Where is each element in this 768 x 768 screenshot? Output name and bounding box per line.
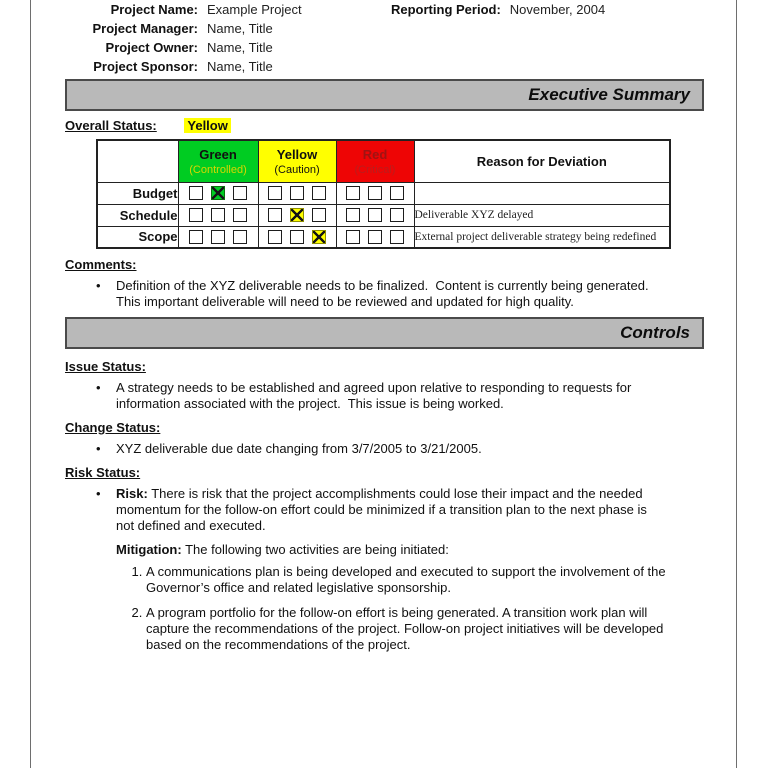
reporting-period-label: Reporting Period: [391, 2, 501, 17]
issue-status-bullet-text: • A strategy needs to be established and agreed upon relative to responding to requests for information associated with the project. This issue is being worked. [116, 380, 635, 411]
schedule-reason-cell: Deliverable XYZ delayed [414, 204, 670, 226]
status-col-yellow-label: Yellow [276, 147, 318, 163]
table-row-schedule [97, 204, 670, 226]
row-label-scope: Scope [97, 226, 178, 248]
field-label-project-name: Project Name: [110, 2, 198, 17]
checkbox-checked[interactable] [290, 208, 304, 222]
header-field-row [65, 19, 704, 38]
field-value-project-sponsor: Name, Title [207, 59, 273, 74]
checkbox-empty[interactable] [390, 208, 404, 222]
mitigation-line [116, 542, 668, 558]
field-label-project-manager: Project Manager: [92, 21, 198, 36]
comments-bullet-text: • Definition of the XYZ deliverable needs to be finalized. Content is currently being generated. This important deliverable will need to be reviewed and updated for high quality. [116, 278, 656, 309]
checkbox-empty[interactable] [189, 230, 203, 244]
budget-red-checkboxes [336, 182, 414, 204]
table-row-scope [97, 226, 670, 248]
checkbox-empty[interactable] [290, 230, 304, 244]
status-col-yellow-sublabel: (Caution) [274, 164, 320, 177]
checkbox-empty[interactable] [390, 230, 404, 244]
change-status-heading: Change Status: [65, 420, 161, 435]
field-value-project-name: Example Project [207, 2, 302, 17]
overall-status-value: Yellow [184, 118, 230, 133]
checkbox-empty[interactable] [368, 208, 382, 222]
risk-bullet-text [116, 486, 668, 534]
checkbox-empty[interactable] [368, 230, 382, 244]
mitigation-label: Mitigation: [116, 542, 182, 557]
issue-status-heading: Issue Status: [65, 359, 146, 374]
checkbox-empty[interactable] [346, 186, 360, 200]
schedule-green-checkboxes [178, 204, 258, 226]
scope-yellow-checkboxes [258, 226, 336, 248]
checkbox-empty[interactable] [189, 186, 203, 200]
comments-heading: Comments: [65, 257, 137, 272]
checkbox-empty[interactable] [189, 208, 203, 222]
checkbox-empty[interactable] [290, 186, 304, 200]
field-value-project-owner: Name, Title [207, 40, 273, 55]
checkbox-empty[interactable] [268, 230, 282, 244]
report-page [30, 0, 737, 768]
header-field-row [65, 57, 704, 76]
risk-text: There is risk that the project accomplishments could lose their impact and the needed momentum for the follow-on effort could be minimized if a transition plan to the next phase is not defined and executed. [116, 486, 651, 533]
scope-green-checkboxes [178, 226, 258, 248]
checkbox-empty[interactable] [233, 208, 247, 222]
change-status-bullet-text: • XYZ deliverable due date changing from 3/7/2005 to 3/21/2005. [116, 441, 482, 456]
checkbox-empty[interactable] [346, 230, 360, 244]
mitigation-activities-list [65, 564, 704, 653]
report-header [65, 0, 704, 76]
risk-label: Risk: [116, 486, 148, 501]
checkbox-checked[interactable] [312, 230, 326, 244]
checkbox-empty[interactable] [211, 230, 225, 244]
mitigation-item: 2. A program portfolio for the follow-on effort is being generated. A transition work plan will capture the recommendations of the project. Follow-on project initiatives will be developed based on the recommendations of the project. [146, 605, 694, 653]
checkbox-empty[interactable] [211, 208, 225, 222]
checkbox-empty[interactable] [312, 208, 326, 222]
status-col-green-label: Green [199, 147, 237, 163]
checkbox-empty[interactable] [233, 186, 247, 200]
status-table-corner-cell [97, 140, 178, 182]
budget-green-checkboxes [178, 182, 258, 204]
status-col-red-sublabel: (Critical) [354, 164, 396, 177]
status-col-red-label: Red [362, 147, 388, 163]
controls-bar: Controls [65, 317, 704, 349]
row-label-schedule: Schedule [97, 204, 178, 226]
comments-bullet-item [96, 278, 704, 310]
schedule-yellow-checkboxes [258, 204, 336, 226]
executive-summary-bar: Executive Summary [65, 79, 704, 111]
checkbox-checked[interactable] [211, 186, 225, 200]
reason-for-deviation-header: Reason for Deviation [414, 140, 670, 182]
schedule-red-checkboxes [336, 204, 414, 226]
risk-status-heading: Risk Status: [65, 465, 141, 480]
status-col-green-sublabel: (Controlled) [189, 164, 247, 177]
checkbox-empty[interactable] [368, 186, 382, 200]
row-label-budget: Budget [97, 182, 178, 204]
header-field-row [65, 0, 704, 19]
checkbox-empty[interactable] [390, 186, 404, 200]
overall-status-row [65, 118, 704, 133]
mitigation-text: The following two activities are being initiated: [185, 542, 449, 557]
reporting-period-value: November, 2004 [509, 2, 606, 17]
table-row-budget [97, 182, 670, 204]
checkbox-empty[interactable] [268, 186, 282, 200]
checkbox-empty[interactable] [233, 230, 247, 244]
budget-yellow-checkboxes [258, 182, 336, 204]
scope-reason-cell: External project deliverable strategy being redefined [414, 226, 670, 248]
status-table [96, 139, 671, 249]
status-col-red [336, 140, 414, 182]
checkbox-empty[interactable] [346, 208, 360, 222]
overall-status-label: Overall Status: [65, 118, 157, 133]
change-status-bullet-item [96, 441, 704, 457]
status-col-yellow [258, 140, 336, 182]
risk-bullet-item [96, 486, 704, 534]
field-value-project-manager: Name, Title [207, 21, 273, 36]
reporting-period [391, 0, 605, 19]
status-table-header-row [97, 140, 670, 182]
issue-status-bullet-item [96, 380, 704, 412]
field-label-project-owner: Project Owner: [105, 40, 198, 55]
field-label-project-sponsor: Project Sponsor: [93, 59, 198, 74]
scope-red-checkboxes [336, 226, 414, 248]
checkbox-empty[interactable] [268, 208, 282, 222]
mitigation-item: 1. A communications plan is being developed and executed to support the involvement of the Governor’s office and related legislative sponsorship. [146, 564, 694, 596]
budget-reason-cell [414, 182, 670, 204]
checkbox-empty[interactable] [312, 186, 326, 200]
status-col-green [178, 140, 258, 182]
header-field-row [65, 38, 704, 57]
